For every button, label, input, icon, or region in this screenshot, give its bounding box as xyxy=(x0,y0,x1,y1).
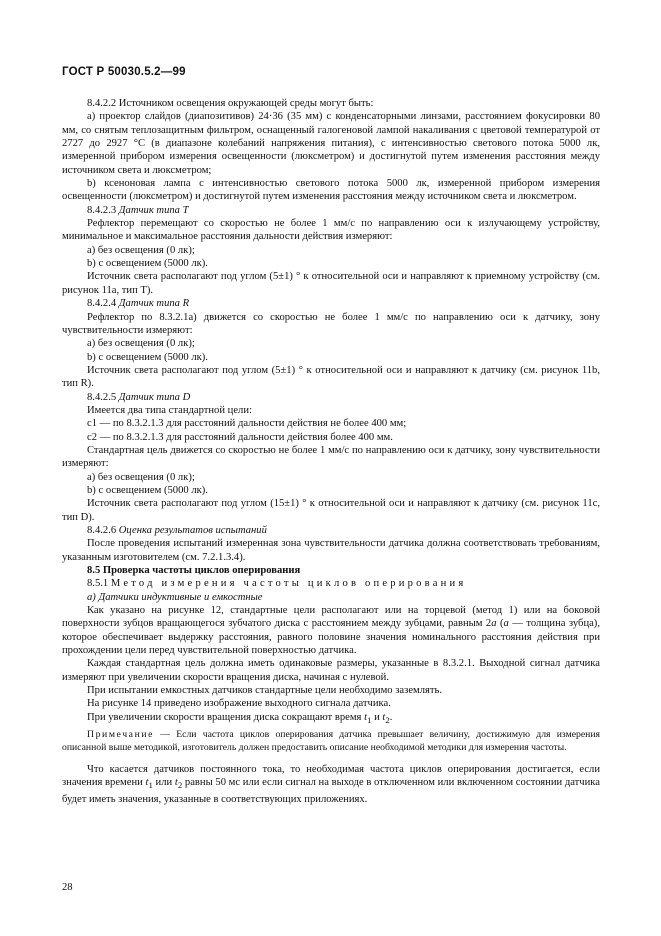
subscript: 1 xyxy=(148,780,153,791)
text-run: Что касается датчиков постоянного тока, то необходимая частота циклов оперирования достигается, если значения времени xyxy=(62,763,600,789)
variable: t xyxy=(382,711,386,723)
text-run: При увеличении скорости вращения диска сокращают время xyxy=(87,711,365,723)
paragraph: Рефлектор по 8.3.2.1a) движется со скоростью не более 1 мм/с по направлению оси к датчику, зону чувствительности измеряют: xyxy=(62,311,600,336)
section-heading xyxy=(62,524,600,537)
paragraph: b) ксеноновая лампа с интенсивностью светового потока 5000 лк, измеренной прибором измерения освещенности (люксметром) и достигнутой путем изменения расстояния между источником света и люксметром. xyxy=(62,178,600,203)
section-title: Датчик типа R xyxy=(118,298,190,310)
variable: t xyxy=(174,777,178,789)
section-title: Датчик типа D xyxy=(118,391,191,403)
paragraph: На рисунке 14 приведено изображение выходного сигнала датчика. xyxy=(87,698,391,710)
section-number: 8.4.2.5 xyxy=(87,391,119,403)
subscript: 2 xyxy=(177,780,183,791)
list-item: b) с освещением (5000 лк). xyxy=(87,351,208,363)
text-run: — толщина зубца), которое обеспечивает выдержку расстояния, равного половине значения номинального расстояния действия при прохождении цели перед чувствительной поверхностью датчика. xyxy=(62,618,600,657)
paragraph xyxy=(62,763,600,806)
variable: а xyxy=(491,618,497,630)
list-item: а) без освещения (0 лк); xyxy=(87,338,195,350)
paragraph xyxy=(62,711,600,727)
section-heading-bold: 8.5 Проверка частоты циклов оперирования xyxy=(87,565,301,577)
section-heading xyxy=(62,297,600,310)
variable: t xyxy=(145,777,149,789)
paragraph: Источник света располагают под углом (15±1) ° к относительной оси и направляют к датчику (см. рисунок 11c, тип D). xyxy=(62,498,600,523)
paragraph: Стандартная цель движется со скоростью не более 1 мм/с по направлению оси к датчику, зону чувствительности измеряют: xyxy=(62,444,600,470)
paragraph: Каждая стандартная цель должна иметь одинаковые размеры, указанные в 8.3.2.1. Выходной сигнал датчика измеряют при увеличении скорости вращения диска, начиная с нулевой. xyxy=(62,658,600,683)
page-number: 28 xyxy=(62,882,73,893)
list-item: b) с освещением (5000 лк). xyxy=(87,484,208,496)
subscript: 2 xyxy=(385,714,390,725)
document-body xyxy=(62,97,600,806)
variable: а xyxy=(503,618,509,630)
list-item: а) без освещения (0 лк); xyxy=(87,471,195,483)
section-number: 8.4.2.6 xyxy=(87,525,119,536)
document-header: ГОСТ Р 50030.5.2—99 xyxy=(62,66,186,78)
section-heading xyxy=(62,204,600,217)
text-run: ( xyxy=(496,618,504,630)
subscript: 1 xyxy=(367,714,372,725)
section-heading xyxy=(62,577,600,590)
section-title: Оценка результатов испытаний xyxy=(118,525,267,536)
section-number: 8.4.2.4 xyxy=(87,298,119,310)
paragraph: 8.4.2.2 Источником освещения окружающей среды могут быть: xyxy=(87,98,374,109)
paragraph: После проведения испытаний измеренная зона чувствительности датчика должна соответствовать требованиям, указанным изготовителем (см. 7.2.1.3.4). xyxy=(62,538,600,563)
text-run: . xyxy=(389,711,393,723)
paragraph: Источник света располагают под углом (5±1) ° к относительной оси и направляют к датчику (см. рисунок 11b, тип R). xyxy=(62,364,600,390)
text-run: Как указано на рисунке 12, стандартные цели располагают или на торцевой (метод 1) или на боковой поверхности зубцов вращающегося зубчатого диска с расстоянием между зубцами, равным 2 xyxy=(62,605,600,630)
paragraph xyxy=(62,604,600,657)
paragraph: а) проектор слайдов (диапозитивов) 24·36 (35 мм) с конденсаторными линзами, расстоянием фокусировки 80 мм, со снятым теплозащитным фильтром, оснащенный галогеновой лампой накаливания с цветовой температурой от 2727 до 2927 °С (в диапазоне колебаний напряжения питания), с интенсивностью светового потока 5000 лк, измеренной прибором измерения освещенности (люксметром) и достигнутой путем изменения расстояния между источником света и люксметром; xyxy=(62,111,600,176)
subsection-title: а) Датчики индуктивные и емкостные xyxy=(87,591,263,603)
section-title: Датчик типа T xyxy=(118,204,189,216)
list-item: а) без освещения (0 лк); xyxy=(87,244,195,256)
paragraph: Источник света располагают под углом (5±1) ° к относительной оси и направляют к приемному устройству (см. рисунок 11a, тип T). xyxy=(62,271,600,296)
paragraph: Рефлектор перемещают со скоростью не более 1 мм/с по направлению оси к излучающему устройству, минимальное и максимальное расстояния дальности действия измеряют: xyxy=(62,218,600,243)
list-item: c1 — по 8.3.2.1.3 для расстояний дальности действия не более 400 мм; xyxy=(87,418,407,430)
text-run: и xyxy=(371,711,383,723)
paragraph: При испытании емкостных датчиков стандартные цели необходимо заземлять. xyxy=(87,685,442,697)
note xyxy=(62,729,600,754)
text-run: или xyxy=(152,777,175,789)
section-title-spaced: Метод измерения частоты циклов оперирования xyxy=(110,578,467,590)
paragraph: Имеется два типа стандартной цели: xyxy=(87,404,252,416)
variable: t xyxy=(364,711,368,723)
list-item: b) с освещением (5000 лк). xyxy=(87,258,208,270)
section-number: 8.5.1 xyxy=(87,578,111,590)
section-number: 8.4.2.3 xyxy=(87,204,119,216)
text-run: равны 50 мс или если сигнал на выходе в отключенном или включенном состоянии датчика будет иметь значения, указанные в соответствующих приложениях. xyxy=(62,777,600,805)
note-text: — Если частота циклов оперирования датчика превышает величину, достижимую для измерения описанной выше методикой, изготовитель должен предоставить описание необходимой методики для измерения частоты. xyxy=(62,729,600,753)
list-item: c2 — по 8.3.2.1.3 для расстояний дальности действия более 400 мм. xyxy=(87,431,393,443)
section-heading xyxy=(62,391,600,404)
note-label: Примечание xyxy=(87,729,155,741)
